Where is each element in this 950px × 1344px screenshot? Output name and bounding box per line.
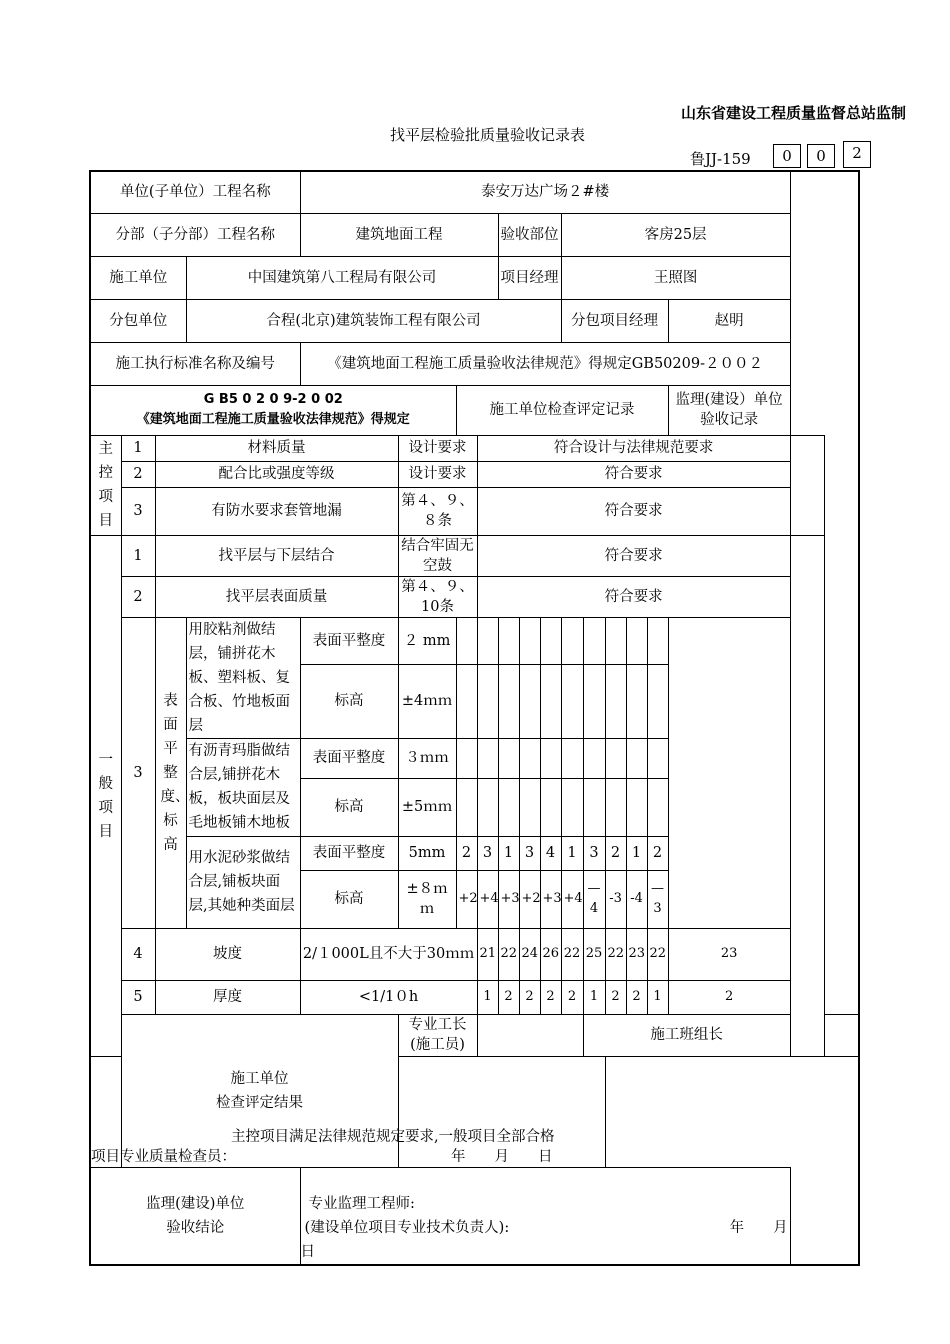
- sub2-flat-cell: [647, 738, 668, 778]
- form-code: 鲁JJ-159: [690, 150, 751, 168]
- main-group-label: 主控项目: [90, 435, 121, 535]
- item5-cell: 2: [519, 980, 540, 1014]
- sub2-flat-val: ３ｍｍ: [398, 738, 456, 778]
- sub1-elev-cell: [540, 665, 561, 738]
- pm-value: 王照图: [561, 256, 790, 299]
- main-supervision-cell: [790, 435, 824, 535]
- serial-box-3: 2: [843, 141, 871, 168]
- sub1-elev-label: 标高: [300, 665, 398, 738]
- general-group-label: 一般项目: [90, 535, 121, 1056]
- supervision-conclusion-cell: [300, 1167, 790, 1265]
- standard-label: 施工执行标准名称及编号: [90, 342, 300, 385]
- item4-cell: 25: [583, 928, 605, 980]
- item4-item: 坡度: [155, 928, 300, 980]
- main-row-no: 1: [121, 435, 155, 461]
- sub2-flat-cell: [583, 738, 605, 778]
- main-row-result: 符合要求: [477, 461, 790, 487]
- form-title: 找平层检验批质量验收记录表: [390, 126, 586, 144]
- item4-cell: 22: [561, 928, 583, 980]
- item4-no: 4: [121, 928, 155, 980]
- project-name-value: 泰安万达广场２#楼: [300, 171, 790, 213]
- sub3-flat-cell: 2: [647, 836, 668, 870]
- general-supervision-cell: [790, 535, 824, 1056]
- sub1-flat-cell: [498, 617, 519, 665]
- sub2-elev-cell: [583, 778, 605, 836]
- contractor-value: 中国建筑第八工程局有限公司: [186, 256, 498, 299]
- subproject-label: 分部（子分部）工程名称: [90, 213, 300, 256]
- check-record-header: 施工单位检查评定记录: [456, 385, 668, 435]
- sub3-elev-val: ±８ｍｍ: [398, 870, 456, 928]
- general-row-no: 2: [121, 576, 155, 617]
- main-row-req: 设计要求: [398, 435, 477, 461]
- main-row-result: 符合要求: [477, 487, 790, 535]
- sub1-elev-cell: [519, 665, 540, 738]
- sub3-flat-cell: 3: [477, 836, 498, 870]
- spec-header: [90, 385, 456, 435]
- sub1-flat-cell: [519, 617, 540, 665]
- item5-cell: 2: [668, 980, 790, 1014]
- sub1-elev-cell: [498, 665, 519, 738]
- sub3-flat-cell: 3: [583, 836, 605, 870]
- spec-code: G B5 0 2 0 9-2 0 02: [203, 392, 343, 407]
- item3-label: 表面平整度、标高: [155, 617, 186, 928]
- item4-cell: 22: [498, 928, 519, 980]
- sub2-elev-cell: [519, 778, 540, 836]
- item5-cell: 1: [647, 980, 668, 1014]
- sub2-elev-label: 标高: [300, 778, 398, 836]
- item4-cell: 23: [668, 928, 790, 980]
- sub2-flat-cell: [456, 738, 477, 778]
- main-row-req: 第４、９、８条: [398, 487, 477, 535]
- sub-pm-value: 赵明: [668, 299, 790, 342]
- subcontractor-value: 合程(北京)建筑装饰工程有限公司: [186, 299, 561, 342]
- serial-box-1: 0: [773, 144, 801, 168]
- engineer-label: 专业监理工程师:: [308, 1195, 415, 1212]
- sub3-flat-cell: 1: [626, 836, 647, 870]
- item4-cell: 23: [626, 928, 647, 980]
- item5-no: 5: [121, 980, 155, 1014]
- sub2-elev-cell: [456, 778, 477, 836]
- sub3-elev-cell: —4: [583, 870, 605, 928]
- sub1-elev-cell: [626, 665, 647, 738]
- sub3-flat-cell: 1: [498, 836, 519, 870]
- item4-cell: 24: [519, 928, 540, 980]
- sub2-elev-cell: [498, 778, 519, 836]
- pm-label: 项目经理: [498, 256, 561, 299]
- general-row-req: 结合牢固无空鼓: [398, 535, 477, 576]
- sub3-desc: 用水泥砂浆做结合层,铺板块面层,其她种类面层: [186, 836, 300, 928]
- org-name: 山东省建设工程质量监督总站监制: [680, 104, 906, 122]
- sub3-elev-cell: +3: [498, 870, 519, 928]
- owner-label: (建设单位项目专业技术负责人):: [304, 1219, 510, 1236]
- sub3-elev-cell: -4: [626, 870, 647, 928]
- main-row-item: 有防水要求套管地漏: [155, 487, 398, 535]
- sub3-flat-cell: 2: [456, 836, 477, 870]
- item5-req: <1/1０h: [300, 980, 477, 1014]
- sub2-elev-val: ±5ｍｍ: [398, 778, 456, 836]
- sub2-flat-cell: [477, 738, 498, 778]
- foreman-label: 专业工长(施工员): [398, 1014, 477, 1056]
- location-label: 验收部位: [498, 213, 561, 256]
- sub1-flat-cell: [605, 617, 626, 665]
- general-row-result: 符合要求: [477, 535, 790, 576]
- inspector-label: 项目专业质量检查员：: [91, 1148, 236, 1165]
- sub1-flat-cell: [583, 617, 605, 665]
- project-name-label: 单位(子单位）工程名称: [90, 171, 300, 213]
- supervision-date-ym: 年 月: [729, 1219, 788, 1236]
- item3-no: 3: [121, 617, 155, 928]
- foreman-value: [477, 1014, 583, 1056]
- main-row-no: 2: [121, 461, 155, 487]
- inspector-line: [91, 1147, 605, 1167]
- sub3-elev-cell: -3: [605, 870, 626, 928]
- sub2-flat-cell: [498, 738, 519, 778]
- sub1-flat-cell: [456, 617, 477, 665]
- sub1-flat-cell: [626, 617, 647, 665]
- inspection-form: [89, 170, 860, 1266]
- sub1-elev-cell: [561, 665, 583, 738]
- sub2-flat-label: 表面平整度: [300, 738, 398, 778]
- supervision-conclusion-label: 监理(建设)单位 验收结论: [90, 1167, 300, 1265]
- sub3-flat-cell: 3: [519, 836, 540, 870]
- item5-cell: 1: [583, 980, 605, 1014]
- sub3-elev-cell: +4: [561, 870, 583, 928]
- sub1-elev-cell: [477, 665, 498, 738]
- sub3-flat-cell: 4: [540, 836, 561, 870]
- item4-cell: 22: [605, 928, 626, 980]
- sub2-flat-cell: [540, 738, 561, 778]
- sub1-elev-cell: [456, 665, 477, 738]
- sub3-flat-label: 表面平整度: [300, 836, 398, 870]
- subproject-value: 建筑地面工程: [300, 213, 498, 256]
- sub2-elev-cell: [477, 778, 498, 836]
- sub3-elev-cell: +4: [477, 870, 498, 928]
- sub2-elev-cell: [647, 778, 668, 836]
- sub3-elev-cell: —3: [647, 870, 668, 928]
- inspector-date: 年 月 日: [451, 1148, 553, 1165]
- sub3-elev-cell: +3: [540, 870, 561, 928]
- sub-pm-label: 分包项目经理: [561, 299, 668, 342]
- item5-cell: 2: [626, 980, 647, 1014]
- sub3-flat-cell: 1: [561, 836, 583, 870]
- location-value: 客房25层: [561, 213, 790, 256]
- sub1-elev-cell: [605, 665, 626, 738]
- sub1-flat-cell: [561, 617, 583, 665]
- supervision-header: 监理(建设）单位验收记录: [668, 385, 790, 435]
- sub1-flat-label: 表面平整度: [300, 617, 398, 665]
- item4-cell: 26: [540, 928, 561, 980]
- contractor-label: 施工单位: [90, 256, 186, 299]
- sub3-flat-val: 5mm: [398, 836, 456, 870]
- contractor-result-label: 施工单位 检查评定结果: [121, 1014, 398, 1167]
- sub3-flat-cell: 2: [605, 836, 626, 870]
- sub1-flat-cell: [477, 617, 498, 665]
- item4-cell: 22: [647, 928, 668, 980]
- general-row-item: 找平层与下层结合: [155, 535, 398, 576]
- sub2-elev-cell: [540, 778, 561, 836]
- item5-cell: 2: [605, 980, 626, 1014]
- sub1-flat-cell: [540, 617, 561, 665]
- conclusion-text: 主控项目满足法律规范规定要求,一般项目全部合格: [230, 1128, 555, 1145]
- main-row-result: 符合设计与法律规范要求: [477, 435, 790, 461]
- item5-cell: 2: [561, 980, 583, 1014]
- standard-value: 《建筑地面工程施工质量验收法律规范》得规定GB50209-２００２: [300, 342, 790, 385]
- sub2-elev-cell: [561, 778, 583, 836]
- general-row-result: 符合要求: [477, 576, 790, 617]
- sub1-flat-val: ２ mm: [398, 617, 456, 665]
- main-row-req: 设计要求: [398, 461, 477, 487]
- sub3-elev-label: 标高: [300, 870, 398, 928]
- item5-cell: 2: [540, 980, 561, 1014]
- sub2-desc: 有沥青玛脂做结合层,铺拼花木板，板块面层及毛地板铺木地板: [186, 738, 300, 836]
- sub2-flat-cell: [626, 738, 647, 778]
- sub1-elev-cell: [583, 665, 605, 738]
- sub2-flat-cell: [561, 738, 583, 778]
- sub1-desc: 用胶粘剂做结层，铺拼花木板、塑料板、复合板、竹地板面层: [186, 617, 300, 738]
- sub3-elev-cell: +2: [456, 870, 477, 928]
- contractor-result-cell: [90, 1056, 605, 1167]
- sub1-elev-cell: [647, 665, 668, 738]
- sub2-flat-cell: [605, 738, 626, 778]
- team-leader-label: 施工班组长: [583, 1014, 790, 1056]
- general-row-req: 第４、９、10条: [398, 576, 477, 617]
- supervision-date-d: 日: [300, 1243, 316, 1260]
- item4-req: 2/１000L且不大于30ｍｍ: [300, 928, 477, 980]
- item5-cell: 1: [477, 980, 498, 1014]
- main-row-item: 配合比或强度等级: [155, 461, 398, 487]
- item5-cell: 2: [498, 980, 519, 1014]
- general-row-no: 1: [121, 535, 155, 576]
- general-row-item: 找平层表面质量: [155, 576, 398, 617]
- main-row-no: 3: [121, 487, 155, 535]
- item4-cell: 21: [477, 928, 498, 980]
- item5-item: 厚度: [155, 980, 300, 1014]
- sub2-elev-cell: [626, 778, 647, 836]
- owner-line: [301, 1216, 790, 1240]
- team-leader-value: [825, 1014, 859, 1056]
- sub3-elev-cell: +2: [519, 870, 540, 928]
- subcontractor-label: 分包单位: [90, 299, 186, 342]
- spec-name: 《建筑地面工程施工质量验收法律规范》得规定: [136, 412, 410, 427]
- sub2-flat-cell: [519, 738, 540, 778]
- sub2-elev-cell: [605, 778, 626, 836]
- main-row-item: 材料质量: [155, 435, 398, 461]
- serial-box-2: 0: [807, 144, 835, 168]
- sub1-elev-val: ±4ｍｍ: [398, 665, 456, 738]
- sub1-flat-cell: [647, 617, 668, 665]
